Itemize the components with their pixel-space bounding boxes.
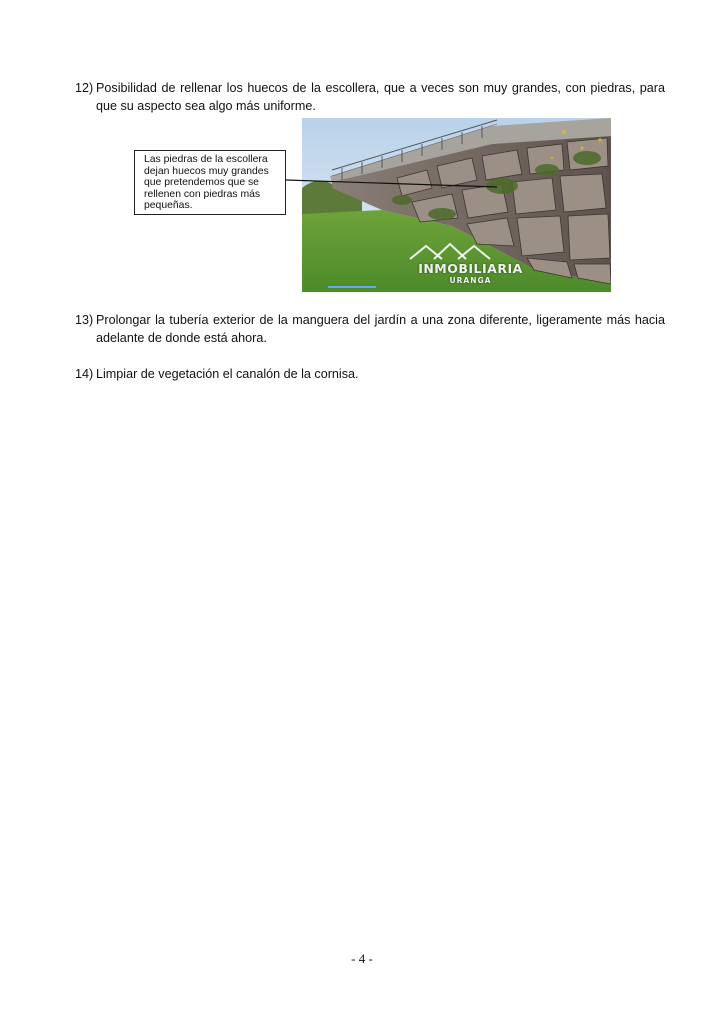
item-text: Limpiar de vegetación el canalón de la cornisa.	[96, 367, 359, 381]
callout-text: Las piedras de la escollera dejan huecos muy grandes que pretendemos que se rellenen con piedras más pequeñas.	[144, 154, 269, 212]
item-text: Prolongar la tubería exterior de la manguera del jardín a una zona diferente, ligeramente más hacia adelante de donde está ahora.	[96, 313, 665, 345]
item-text: Posibilidad de rellenar los huecos de la escollera, que a veces son muy grandes, con piedras, para que su aspecto sea algo más uniforme.	[96, 81, 665, 113]
watermark-subtext: URANGA	[449, 276, 492, 285]
list-item-14	[75, 365, 665, 383]
item-number: 12)	[75, 81, 94, 95]
list-item-13	[75, 311, 665, 347]
list-item-12	[75, 79, 665, 115]
photo-callout-box	[134, 150, 286, 215]
item-number: 14)	[75, 367, 94, 381]
watermark-text: INMOBILIARIA	[418, 261, 523, 276]
retaining-wall-photo	[302, 118, 611, 292]
item-number: 13)	[75, 313, 94, 327]
page-number: - 4 -	[351, 951, 373, 966]
